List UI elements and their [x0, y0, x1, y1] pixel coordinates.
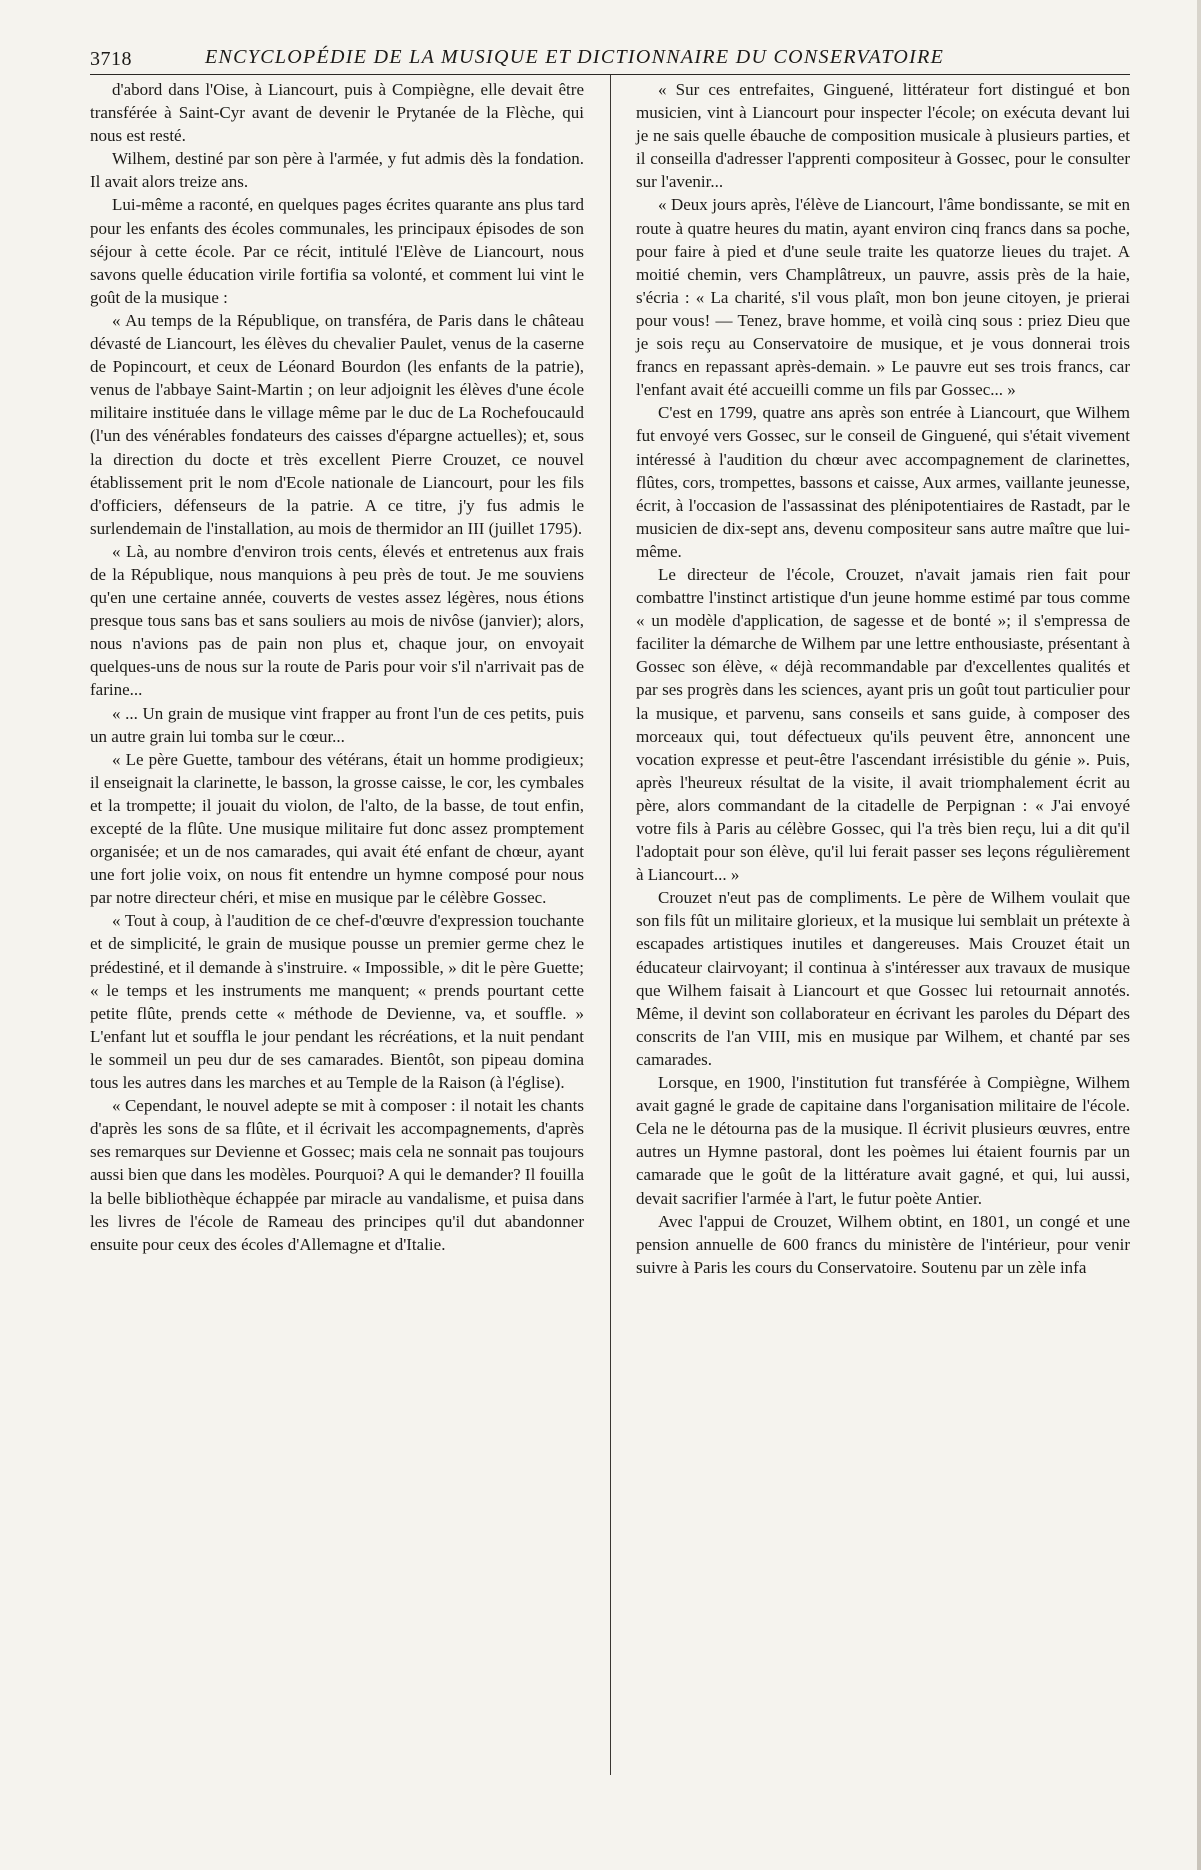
paragraph: « ... Un grain de musique vint frapper au front l'un de ces petits, puis un autre grain lui tomba sur le cœur... [90, 703, 584, 746]
paragraph: d'abord dans l'Oise, à Liancourt, puis à Compiègne, elle devait être transférée à Saint-Cyr avant de devenir le Prytanée de la Flèche, qui nous est resté. [90, 80, 584, 146]
paragraph: « Au temps de la République, on transféra, de Paris dans le château dévasté de Liancourt, les élèves du chevalier Paulet, venus de la caserne de Popincourt, et ceux de Léonard Bourdon (les enfants de la patrie), venus de l'abbaye Saint-Martin ; on leur adjoignit les élèves d'une école militaire instituée dans le village même par le duc de La Rochefoucauld (l'un des vénérables fondateurs des caisses d'épargne actuelles); et, sous la direction du docte et très excellent Pierre Crouzet, ce nouvel établissement prit le nom d'Ecole nationale de Liancourt, pour les fils d'officiers, défenseurs de la patrie. A ce titre, j'y fus admis le surlendemain de l'installation, au mois de thermidor an III (juillet 1795). [90, 310, 584, 538]
paragraph: C'est en 1799, quatre ans après son entrée à Liancourt, que Wilhem fut envoyé vers Gossec, sur le conseil de Ginguené, qui s'était vivement intéressé à l'audition du chœur avec accompagnement de clarinettes, flûtes, cors, trompettes, bassons et caisse, Aux armes, vaillante jeunesse, écrit, à l'occasion de l'assassinat des plénipotentiaires de Rastadt, par le musicien de dix-sept ans, devenu compositeur sans autre maître que lui-même. [636, 403, 1130, 561]
document-page [90, 44, 1130, 1834]
paragraph: Lorsque, en 1900, l'institution fut transférée à Compiègne, Wilhem avait gagné le grade de capitaine dans l'organisation militaire de l'école. Cela ne le détourna pas de la musique. Il écrivit plusieurs œuvres, entre autres un Hymne pastoral, dont les poèmes lui étaient fournis par un camarade que le goût de la littérature avait gagné, et qui, lui aussi, devait sacrifier l'armée à l'art, le futur poète Antier. [636, 1073, 1130, 1208]
paragraph: Avec l'appui de Crouzet, Wilhem obtint, en 1801, un congé et une pension annuelle de 600 francs du ministère de l'intérieur, pour venir suivre à Paris les cours du Conservatoire. Soutenu par un zèle infa [636, 1211, 1130, 1277]
left-column [90, 75, 584, 1825]
running-title: ENCYCLOPÉDIE DE LA MUSIQUE ET DICTIONNAIRE DU CONSERVATOIRE [205, 46, 945, 68]
page-number: 3718 [90, 48, 132, 70]
paragraph: « Là, au nombre d'environ trois cents, élevés et entretenus aux frais de la République, nous manquions à peu près de tout. Je me souviens qu'en une certaine année, couverts de vestes assez légères, nous étions presque tous sans bas et sans souliers au mois de nivôse (janvier); alors, nous n'avions pas de pain non plus et, chaque jour, on envoyait quelques-uns de nous sur la route de Paris pour voir s'il n'arrivait pas de farine... [90, 541, 584, 700]
paragraph: « Le père Guette, tambour des vétérans, était un homme prodigieux; il enseignait la clarinette, le basson, la grosse caisse, le cor, les cymbales et la trompette; il jouait du violon, de l'alto, de la basse, de tout enfin, excepté de la flûte. Une musique militaire fut donc assez promptement organisée; et un de nos camarades, qui avait été enfant de chœur, ayant une fort jolie voix, on nous fit entendre un hymne composé pour nous par notre directeur chéri, et mise en musique par le célèbre Gossec. [90, 749, 584, 908]
text-columns [90, 75, 1130, 1825]
paragraph: Lui-même a raconté, en quelques pages écrites quarante ans plus tard pour les enfants des écoles communales, les principaux épisodes de son séjour à cette école. Par ce récit, intitulé l'Elève de Liancourt, nous savons quelle éducation virile fortifia sa volonté, et comment lui vint le goût de la musique : [90, 195, 584, 307]
paragraph: « Deux jours après, l'élève de Liancourt, l'âme bondissante, se mit en route à quatre heures du matin, ayant environ cinq francs dans sa poche, pour faire à pied et d'une seule traite les quatorze lieues du trajet. A moitié chemin, vers Champlâtreux, un pauvre, assis près de la haie, s'écria : « La charité, s'il vous plaît, mon bon jeune citoyen, je prierai pour vous! — Tenez, brave homme, et voilà cinq sous : priez Dieu que je sois reçu au Conservatoire de musique, et je vous donnerai trois francs en repassant après-demain. » Le pauvre eut ses trois francs, car l'enfant avait été accueilli comme un fils par Gossec... » [636, 195, 1130, 400]
paragraph: Le directeur de l'école, Crouzet, n'avait jamais rien fait pour combattre l'instinct artistique d'un jeune homme estimé par tous comme « un modèle d'application, de sagesse et de bonté »; il s'empressa de faciliter la démarche de Wilhem par une lettre enthousiaste, présentant à Gossec son élève, « déjà recommandable par d'excellentes qualités et par ses progrès dans les sciences, ayant pris un goût tout particulier pour la musique, et parvenu, sans conseils et sans guide, à composer des morceaux qui, tout défectueux qu'ils peuvent être, annoncent une vocation expresse et peut-être l'ascendant irrésistible du génie ». Puis, après l'heureux résultat de la visite, il avait triomphalement écrit au père, alors commandant de la citadelle de Perpignan : « J'ai envoyé votre fils à Paris au célèbre Gossec, qui l'a très bien reçu, lui a dit qu'il l'adoptait pour son élève, qu'il lui ferait passer ses leçons régulièrement à Liancourt... » [636, 564, 1130, 885]
paragraph: « Cependant, le nouvel adepte se mit à composer : il notait les chants d'après les sons de sa flûte, et il écrivait les accompagnements, d'après ses remarques sur Devienne et Gossec; mais cela ne sonnait pas toujours aussi bien que dans les modèles. Pourquoi? A qui le demander? Il fouilla la belle bibliothèque échappée par miracle au vandalisme, et puisa dans les livres de l'école de Rameau des principes qu'il dut abandonner ensuite pour ceux des écoles d'Allemagne et d'Italie. [90, 1096, 584, 1254]
running-head [90, 44, 1130, 75]
paragraph: Wilhem, destiné par son père à l'armée, y fut admis dès la fondation. Il avait alors treize ans. [90, 149, 584, 192]
page-edge [1197, 0, 1201, 1870]
paragraph: « Sur ces entrefaites, Ginguené, littérateur fort distingué et bon musicien, vint à Liancourt pour inspecter l'école; on exécuta devant lui je ne sais quelle ébauche de composition musicale à plusieurs parties, et il conseilla d'adresser l'apprenti compositeur à Gossec, pour le consulter sur l'avenir... [636, 80, 1130, 192]
column-divider [610, 75, 611, 1775]
paragraph: « Tout à coup, à l'audition de ce chef-d'œuvre d'expression touchante et de simplicité, le grain de musique pousse un premier germe chez le prédestiné, et il demande à s'instruire. « Impossible, » dit le père Guette; « le temps et les instruments me manquent; « prends pourtant cette petite flûte, prends cette « méthode de Devienne, va, et souffle. » L'enfant lut et souffla le jour pendant les récréations, et la nuit pendant le sommeil un peu dur de ses camarades. Bientôt, son pipeau domina tous les autres dans les marches et au Temple de la Raison (à l'église). [90, 911, 584, 1093]
right-column [636, 75, 1130, 1825]
paragraph: Crouzet n'eut pas de compliments. Le père de Wilhem voulait que son fils fût un militaire glorieux, et la musique lui semblait un prétexte à escapades artistiques inutiles et dangereuses. Mais Crouzet était un éducateur clairvoyant; il continua à s'intéresser aux travaux de musique que Wilhem faisait à Liancourt et que Gossec lui retournait annotés. Même, il devint son collaborateur en écrivant les paroles du Départ des conscrits de l'an VIII, mis en musique par Wilhem, et chanté par ses camarades. [636, 888, 1130, 1069]
